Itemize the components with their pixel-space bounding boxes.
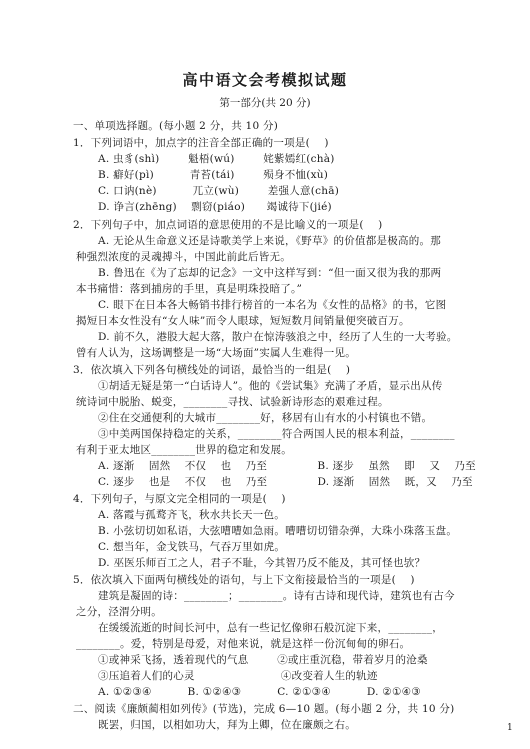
q5-choices-34: ③压追着人们的心灵 ④改变着人生的轨迹 bbox=[98, 670, 378, 682]
q5-passage-1-cont: 之分，泾渭分明。 bbox=[76, 606, 162, 618]
q5-passage-1: 建筑是凝固的诗：________；________。诗有古诗和现代诗，建筑也有古今 bbox=[98, 590, 455, 602]
q3-options-ab: A. 逐渐 固然 不仅 也 乃至 B. 逐步 虽然 即 又 乃至 bbox=[98, 460, 476, 472]
question-1: 1．下列词语中，加点字的注音全部正确的一项是( ) bbox=[73, 137, 329, 149]
q2-option-c-cont: 揭短日本女性没有“女人味”而令人眼球，短短数月间销量便突破百万。 bbox=[76, 315, 410, 327]
q5-choices-12: ①或神采飞扬，透着现代的气息 ②或庄重沉稳，带着岁月的沧桑 bbox=[98, 654, 428, 666]
q1-option-a: A. 虫豸(shì) 魁梧(wú) 姹紫嫣红(chà) bbox=[98, 153, 335, 165]
q1-option-c: C. 口讷(nè) 兀立(wù) 差强人意(chā) bbox=[98, 185, 340, 197]
exam-subtitle: 第一部分(共 20 分) bbox=[219, 97, 311, 109]
q2-option-c: C. 眼下在日本各大畅销书排行榜首的一本名为《女性的品格》的书，它图 bbox=[98, 299, 447, 311]
q3-sentence-3-cont: 有利于亚太地区________世界的稳定和发展。 bbox=[76, 444, 292, 456]
q3-sentence-2: ②住在交通便利的大城市________好，移居有山有水的小村镇也不错。 bbox=[98, 412, 433, 424]
q3-options-cd: C. 逐步 也是 不仅 也 乃至 D. 逐渐 固然 既，又 乃至 bbox=[98, 476, 473, 488]
q3-sentence-1-cont: 统诗词中脱胎、蜕变，________寻找、试验新诗形态的艰难过程。 bbox=[76, 396, 389, 408]
q4-option-c: C. 想当年，金戈铁马，气吞万里如虎。 bbox=[98, 541, 286, 553]
page-number: 1 bbox=[507, 723, 513, 733]
question-2: 2．下列句子中，加点词语的意思使用的不是比喻义的一项是( ) bbox=[73, 219, 383, 231]
q4-option-b: B. 小弦切切如私语，大弦嘈嘈如急雨。嘈嘈切切错杂弹，大珠小珠落玉盘。 bbox=[98, 525, 458, 537]
q4-option-a: A. 落霞与孤鹜齐飞，秋水共长天一色。 bbox=[98, 509, 286, 521]
q2-option-a-cont: 种强烈浓度的灵魂搏斗，中国此前此后皆无。 bbox=[76, 251, 291, 263]
q2-option-d-cont: 曾有人认为，这场调整是一场“大场面”实属人生难得一见。 bbox=[76, 347, 356, 359]
q1-option-d: D. 诤言(zhēng) 剽窃(piáo) 竭诚待下(jié) bbox=[98, 201, 332, 213]
q4-option-d: D. 巫医乐师百工之人，君子不耻，今其智乃反不能及，其可怪也欤？ bbox=[98, 557, 426, 569]
section-heading: 一、单项选择题。(每小题 2 分，共 10 分) bbox=[73, 120, 279, 132]
question-3: 3．依次填入下列各句横线处的词语，最恰当的一组是( ) bbox=[73, 364, 351, 376]
q2-option-a: A. 无论从生命意义还是诗歌美学上来说，《野草》的价值都是极高的。那 bbox=[98, 235, 442, 247]
q1-option-b: B. 癖好(pì) 青苔(tái) 殒身不恤(xù) bbox=[98, 169, 329, 181]
question-4: 4．下列句子，与原文完全相同的一项是( ) bbox=[73, 493, 286, 505]
q5-passage-2: 在缓缓流逝的时间长河中，总有一些记忆像卵石般沉淀下来，________， bbox=[98, 622, 443, 634]
q2-option-d: D. 前不久，港股大起大落，散户在惊涛骇浪之中，经历了人生的一大考验。 bbox=[98, 331, 458, 343]
q2-option-b-cont: 本书痛惜：落到捕房的手里，真是明珠投暗了。” bbox=[76, 283, 303, 295]
q3-sentence-1: ①胡适无疑是第一“白话诗人”。他的《尝试集》充满了矛盾，显示出从传 bbox=[98, 380, 443, 392]
q2-option-b: B. 鲁迅在《为了忘却的记念》一文中这样写到：“但一面又很为我的那两 bbox=[98, 267, 442, 279]
section-2-heading: 二、阅读《廉颇蔺相如列传》(节选)，完成 6—10 题。(每小题 2 分，共 10 分) bbox=[73, 703, 455, 715]
exam-title: 高中语文会考模拟试题 bbox=[182, 71, 348, 89]
question-5: 5．依次填入下面两句横线处的语句，与上下文衔接最恰当的一项是( ) bbox=[73, 574, 415, 586]
q5-options: A. ①②③④ B. ①②④③ C. ②①③④ D. ②①④③ bbox=[98, 686, 421, 698]
reading-passage-line: 既罢，归国，以相如功大，拜为上卿，位在廉颇之右。 bbox=[98, 719, 356, 731]
q3-sentence-3: ③中美两国保持稳定的关系，________符合两国人民的根本利益，________ bbox=[98, 428, 455, 440]
q5-passage-2-cont: ________。爱，特别是母爱，对他来说，就是这样一份沉甸甸的卵石。 bbox=[76, 638, 411, 650]
